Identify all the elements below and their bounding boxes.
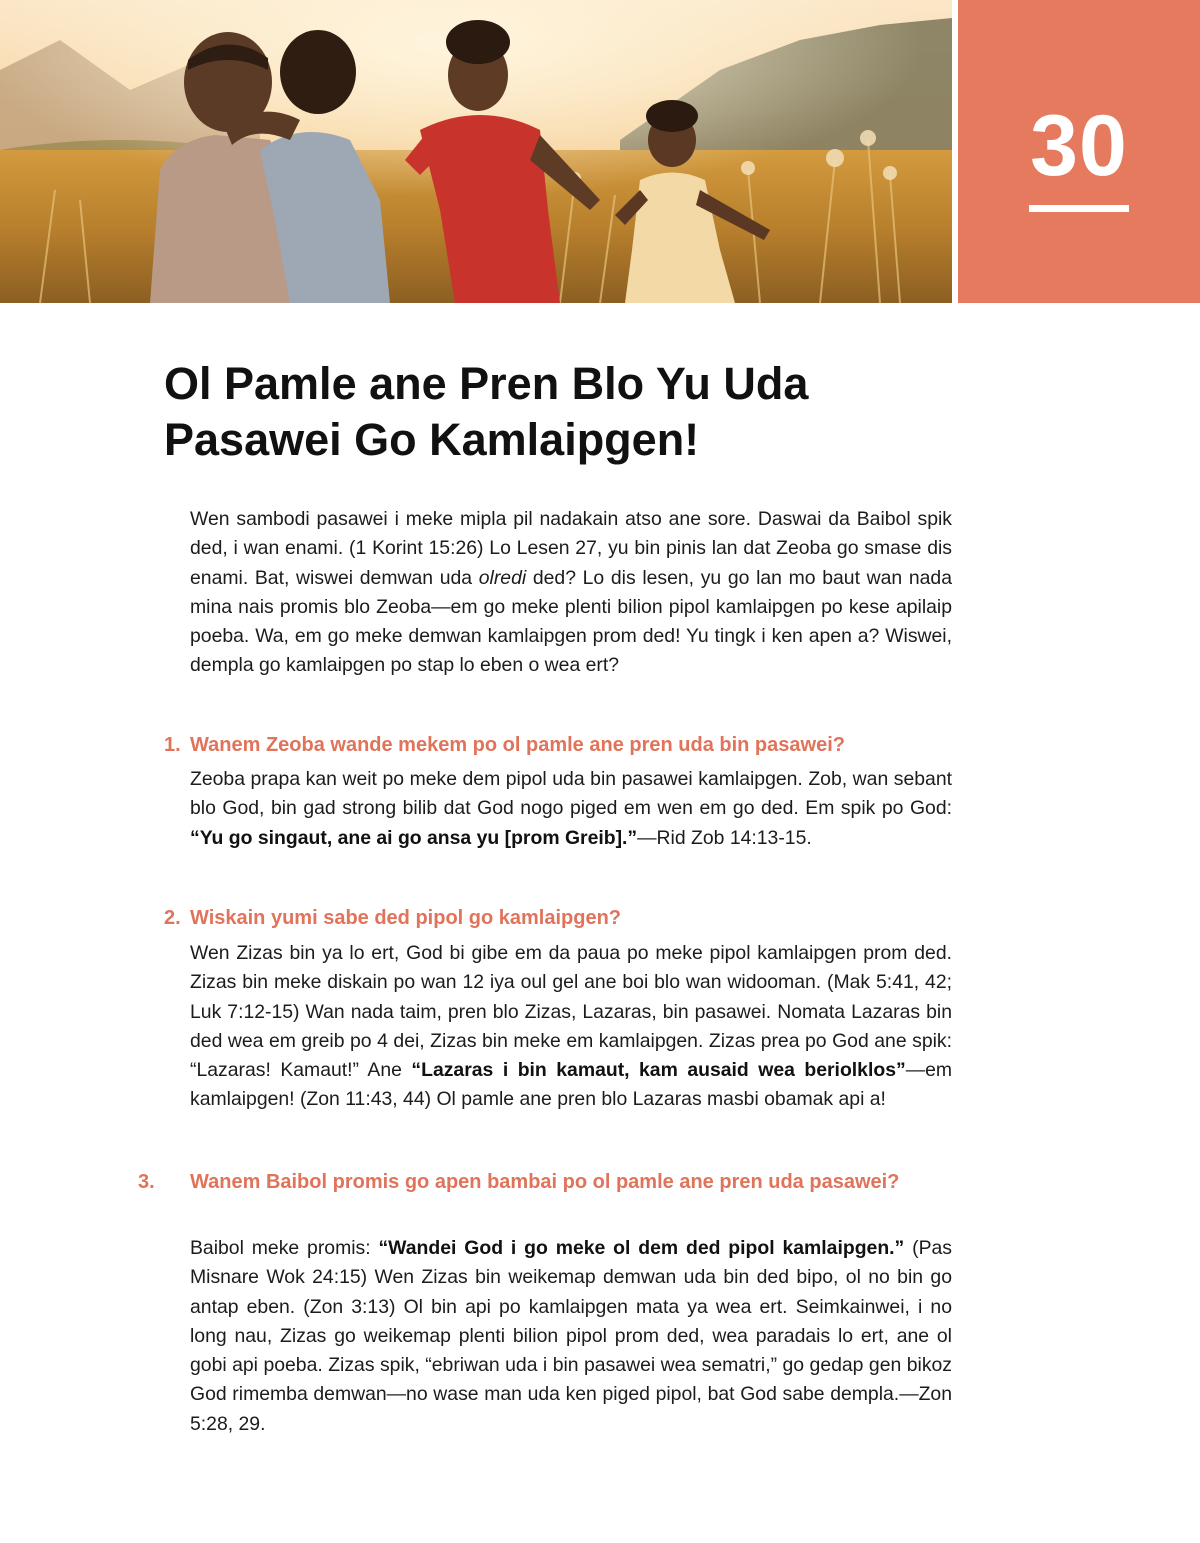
answer-paragraph-2 [190,939,952,1115]
lesson-number-underline [1029,205,1129,212]
answer-2-text-b: —em kamlaipgen! (Zon 11:43, 44) Ol pamle ane pren blo Lazaras masbi obamak api a! [190,1059,953,1111]
answer-3-quote: “Wandei God i go meke ol dem ded pipol kamlaipgen.” [378,1237,905,1259]
answer-paragraph-3 [190,1234,952,1439]
title-line-2: Pasawei Go Kamlaipgen! [164,414,700,465]
family-meadow-photo [0,0,952,303]
answer-1-quote: “Yu go singaut, ane ai go ansa yu [prom Greib].” [190,826,638,849]
question-text-2: Wiskain yumi sabe ded pipol go kamlaipgen? [190,907,622,929]
answer-3-text-b: (Pas Misnare Wok 24:15) Wen Zizas bin weikemap demwan uda bin ded bipo, ol no bin go antap eben. (Zon 3:13) Ol bin api po kamlaipgen mata ya wea ert. Seimkainwei, i no long nau, Zizas go weikemap plenti bilion pipol prom ded, wea paradais lo ert, ane ol gobi api poeba. Zizas spik, “ebriwan uda i bin pasawei wea sematri,” go gedap gen bikoz God rimemba demwan—no wase man uda ken piged pipol, bat God sabe dempla.—Zon 5:28, 29. [190,1237,952,1435]
question-number-2: 2. [164,907,181,929]
intro-text-1: Wen sambodi pasawei i meke mipla pil nadakain atso ane sore. Daswai da Baibol spik ded, i wan enami. (1 Korint 15:26) Lo Lesen 27, yu bin pinis lan dat Zeoba go smase dis enami. Bat, wiswei demwan uda [190,508,952,589]
question-heading-3 [138,1168,910,1196]
question-text-1: Wanem Zeoba wande mekem po ol pamle ane pren uda bin pasawei? [190,734,845,756]
question-heading-2 [164,904,954,932]
lesson-number: 30 [1030,98,1128,194]
answer-paragraph-1 [190,765,952,853]
answer-1-text-a: Zeoba prapa kan weit po meke dem pipol uda bin pasawei kamlaipgen. Zob, wan sebant blo God, bin gad strong bilib dat God nogo piged em wen em go ded. Em spik po God: [190,768,952,820]
question-number-3: 3. [138,1171,155,1193]
answer-2-quote: “Lazaras i bin kamaut, kam ausaid wea beriolklos” [411,1059,906,1082]
question-text-3: Wanem Baibol promis go apen bambai po ol pamle ane pren uda pasawei? [190,1171,900,1193]
answer-2-text-a: Wen Zizas bin ya lo ert, God bi gibe em da paua po meke pipol kamlaipgen prom ded. Zizas bin meke diskain po wan 12 iya oul gel ane boi blo wan widooman. (Mak 5:41, 42; Luk 7:12-15) Wan nada taim, pren blo Zizas, Lazaras, bin pasawei. Nomata Lazaras bin ded wea em greib po 4 dei, Zizas bin meke em kamlaipgen. Zizas prea po God ane spik: “Lazaras! Kamaut!” Ane [190,942,952,1082]
title-line-1: Ol Pamle ane Pren Blo Yu Uda [164,358,809,409]
lesson-number-block [958,0,1200,303]
intro-text-2: ded? Lo dis lesen, yu go lan mo baut wan nada mina nais promis blo Zeoba—em go meke plenti bilion pipol kamlaipgen po kese apilaip poeba. Wa, em go meke demwan kamlaipgen prom ded! Yu tingk i ken apen a? Wiswei, dempla go kamlaipgen po stap lo eben o wea ert? [190,566,952,677]
question-heading-1 [164,731,954,759]
hero-image [0,0,952,303]
intro-emphasis: olredi [478,566,527,589]
answer-1-text-b: —Rid Zob 14:13-15. [637,826,812,849]
question-number-1: 1. [164,734,181,756]
page-title [164,356,984,468]
intro-paragraph [190,505,952,681]
answer-3-text-a: Baibol meke promis: [190,1237,379,1259]
